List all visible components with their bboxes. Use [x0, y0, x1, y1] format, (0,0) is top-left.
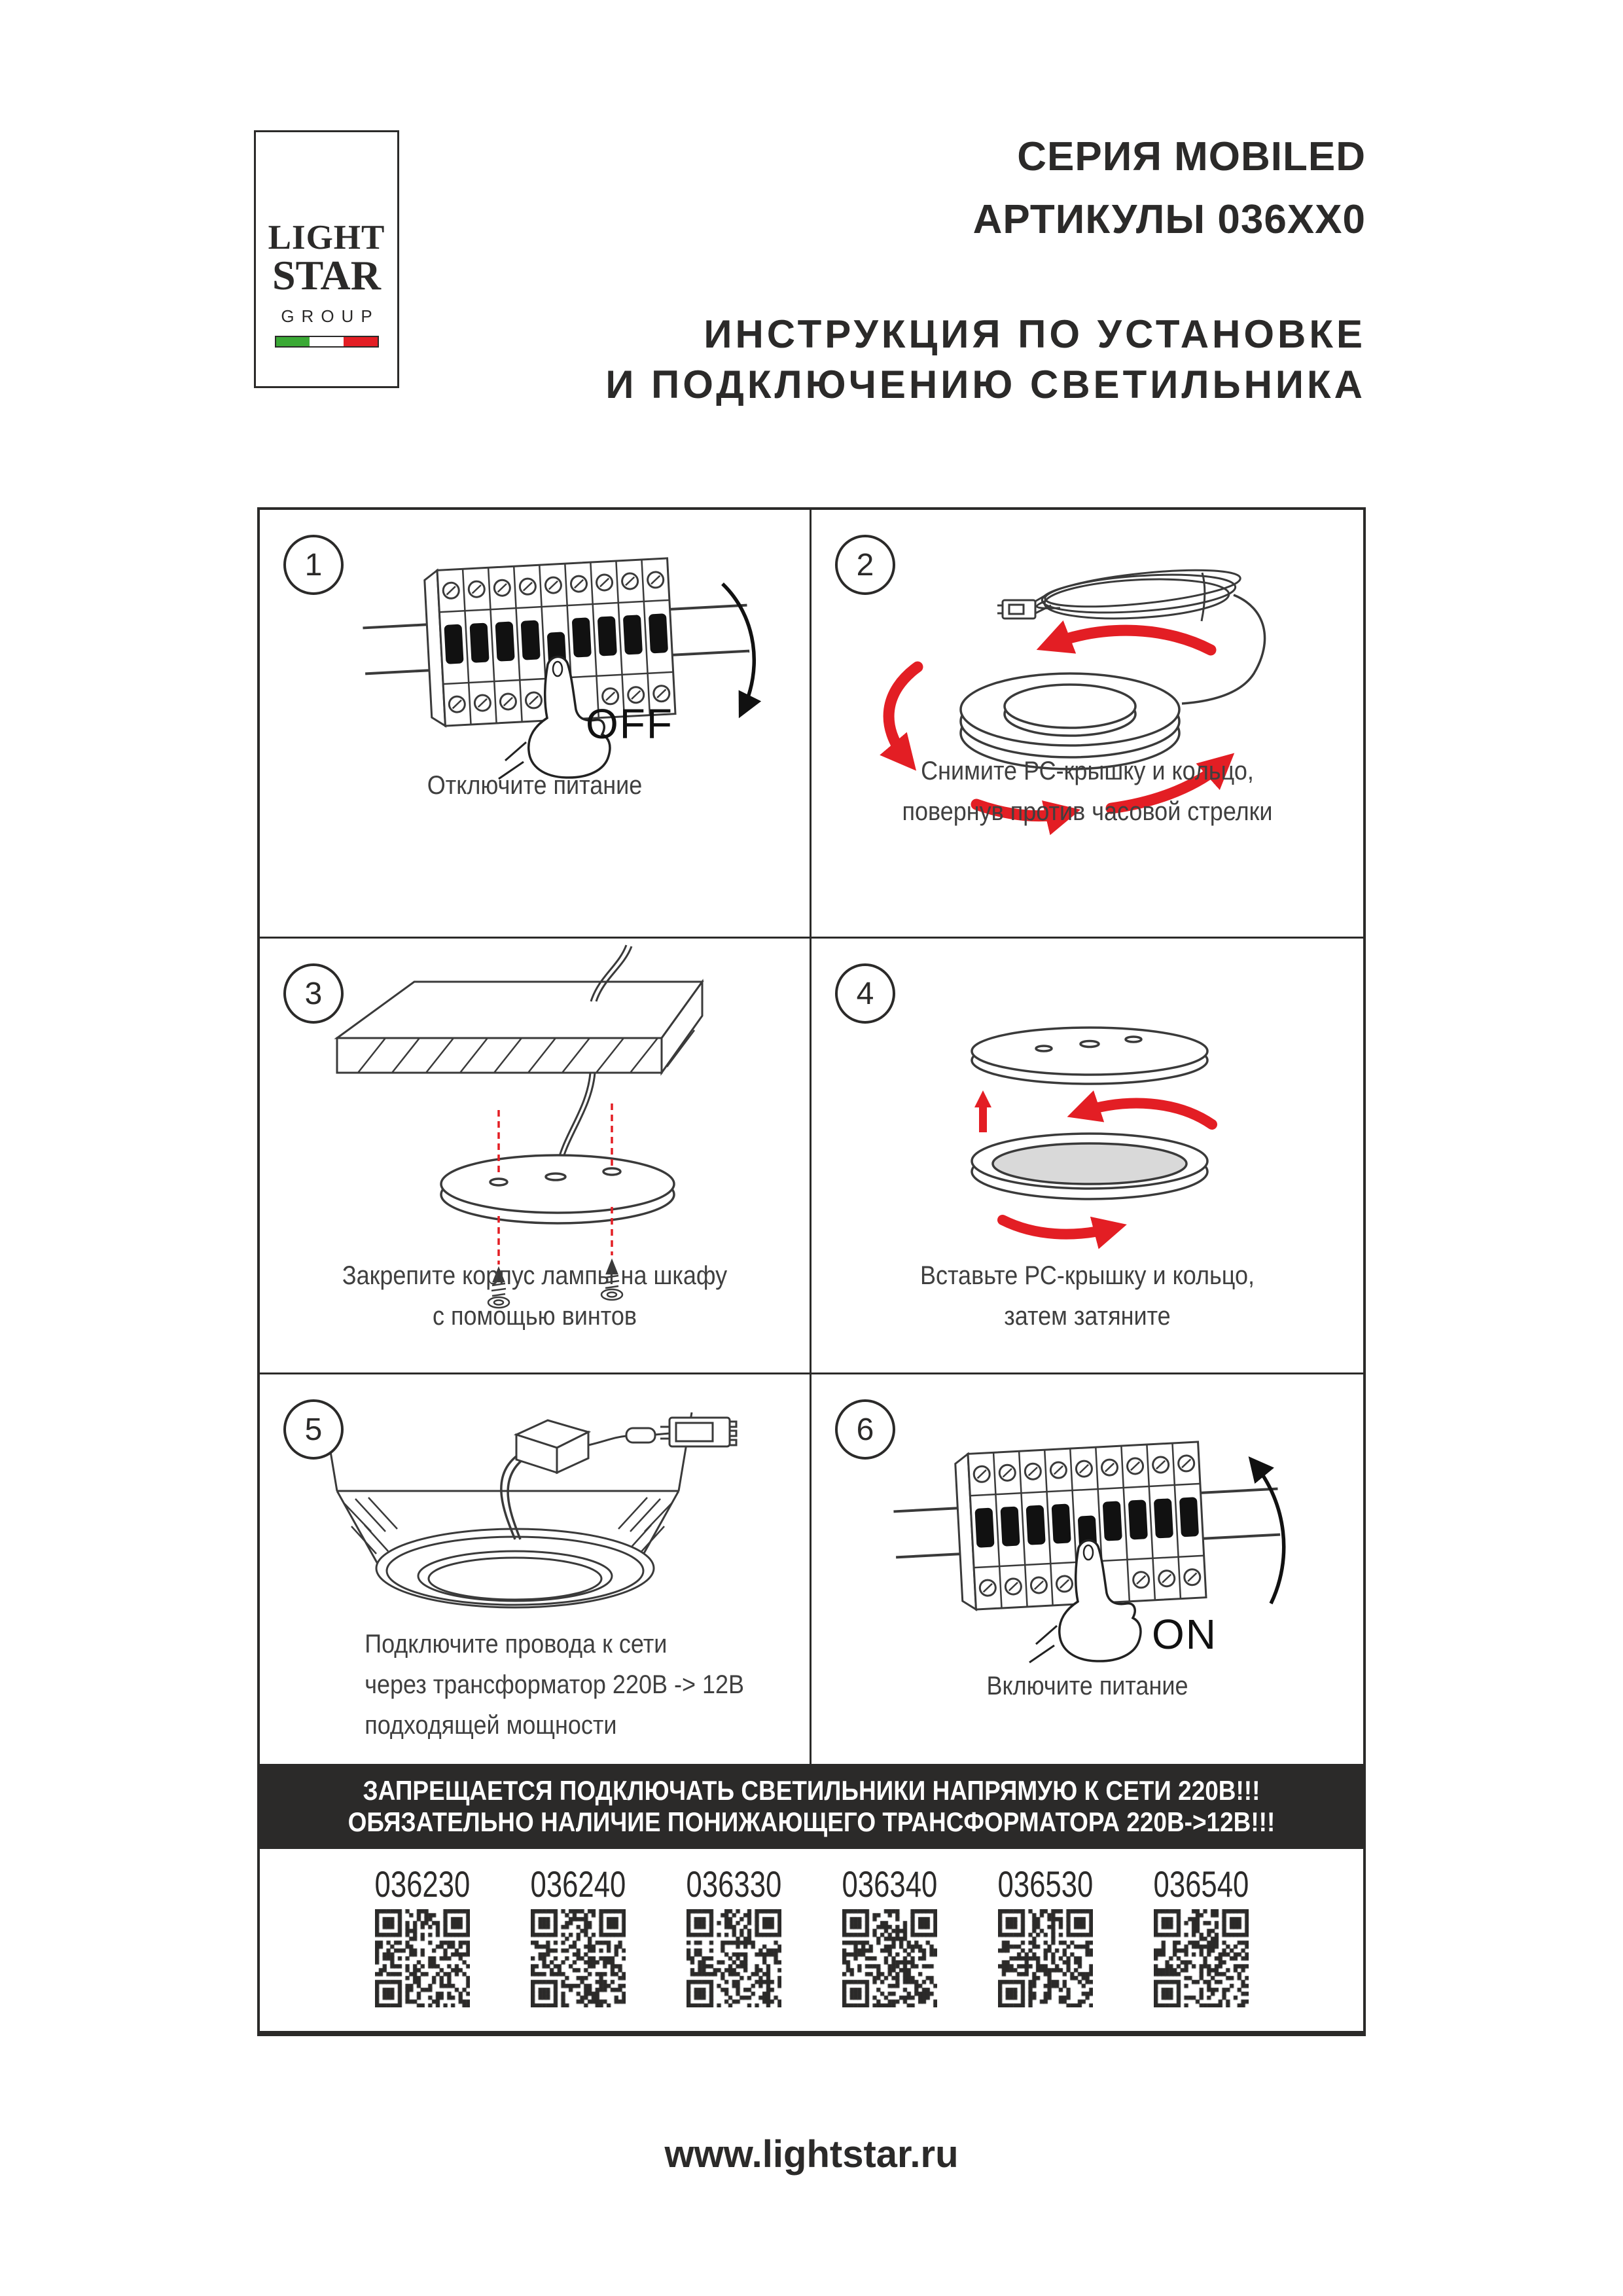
flag-green	[276, 337, 310, 346]
article-qr-section	[260, 1849, 1363, 2031]
article-number: 036230	[374, 1863, 470, 1905]
qr-code	[531, 1909, 626, 2007]
step-3-number: 3	[283, 963, 344, 1024]
article-column	[967, 1865, 1123, 2031]
logo-word-group: GROUP	[281, 306, 380, 326]
article-column	[344, 1865, 500, 2031]
flag-white	[310, 337, 344, 346]
header	[605, 126, 1366, 410]
article-column	[656, 1865, 812, 2031]
warning-banner	[260, 1764, 1363, 1849]
article-column	[1123, 1865, 1279, 2031]
article-column	[812, 1865, 967, 2031]
series-articles: АРТИКУЛЫ 036ХХ0	[972, 197, 1366, 242]
italian-flag-stripe	[275, 336, 379, 348]
step-6-caption: Включите питание	[986, 1672, 1188, 1700]
step-6-cell	[812, 1374, 1363, 1764]
logo-word-star: STAR	[272, 252, 381, 298]
step-1-number: 1	[283, 535, 344, 595]
article-number: 036340	[842, 1863, 937, 1905]
step-1-cell	[260, 510, 812, 939]
step-3-caption: Закрепите корпус лампы на шкафу с помощью винтов	[342, 1261, 728, 1331]
article-number: 036240	[530, 1863, 626, 1905]
step-4-number: 4	[835, 963, 895, 1024]
warning-line1: ЗАПРЕЩАЕТСЯ ПОДКЛЮЧАТЬ СВЕТИЛЬНИКИ НАПРЯМУЮ К СЕТИ 220В!!!	[363, 1775, 1260, 1806]
doc-title-line2: И ПОДКЛЮЧЕНИЮ СВЕТИЛЬНИКА	[605, 363, 1366, 406]
logo-word-light: LIGHT	[268, 219, 385, 257]
warning-line2: ОБЯЗАТЕЛЬНО НАЛИЧИЕ ПОНИЖАЮЩЕГО ТРАНСФОРМАТОРА 220В->12В!!!	[348, 1806, 1275, 1837]
flag-red	[344, 337, 378, 346]
instruction-grid	[257, 507, 1366, 2036]
remove-cover-illustration	[812, 510, 1363, 937]
lightstar-logo	[254, 130, 399, 388]
step-2-caption: Снимите РС-крышку и кольцо, повернув против часовой стрелки	[902, 757, 1273, 826]
step-4-cell	[812, 939, 1363, 1374]
series-name: СЕРИЯ MOBILED	[1017, 134, 1366, 179]
website-url: www.lightstar.ru	[664, 2133, 959, 2176]
step-5-number: 5	[283, 1399, 344, 1460]
article-number: 036330	[686, 1863, 781, 1905]
qr-code	[375, 1909, 470, 2007]
step-5-cell	[260, 1374, 812, 1764]
off-label: OFF	[586, 700, 673, 747]
qr-code	[842, 1909, 937, 2007]
step-5-caption: Подключите провода к сети через трансформатор 220В -> 12В подходящей мощности	[365, 1630, 745, 1740]
qr-code	[998, 1909, 1093, 2007]
qr-code	[1154, 1909, 1249, 2007]
article-number: 036540	[1153, 1863, 1249, 1905]
step-2-cell	[812, 510, 1363, 939]
article-column	[500, 1865, 656, 2031]
step-2-number: 2	[835, 535, 895, 595]
on-label: ON	[1152, 1611, 1217, 1658]
article-number: 036530	[997, 1863, 1093, 1905]
step-4-caption: Вставьте РС-крышку и кольцо, затем затяните	[919, 1261, 1255, 1331]
step-3-cell	[260, 939, 812, 1374]
step-1-caption: Отключите питание	[427, 771, 643, 800]
doc-title-line1: ИНСТРУКЦИЯ ПО УСТАНОВКЕ	[704, 312, 1366, 356]
step-6-number: 6	[835, 1399, 895, 1460]
breaker-off-illustration	[260, 510, 810, 937]
qr-code	[687, 1909, 781, 2007]
